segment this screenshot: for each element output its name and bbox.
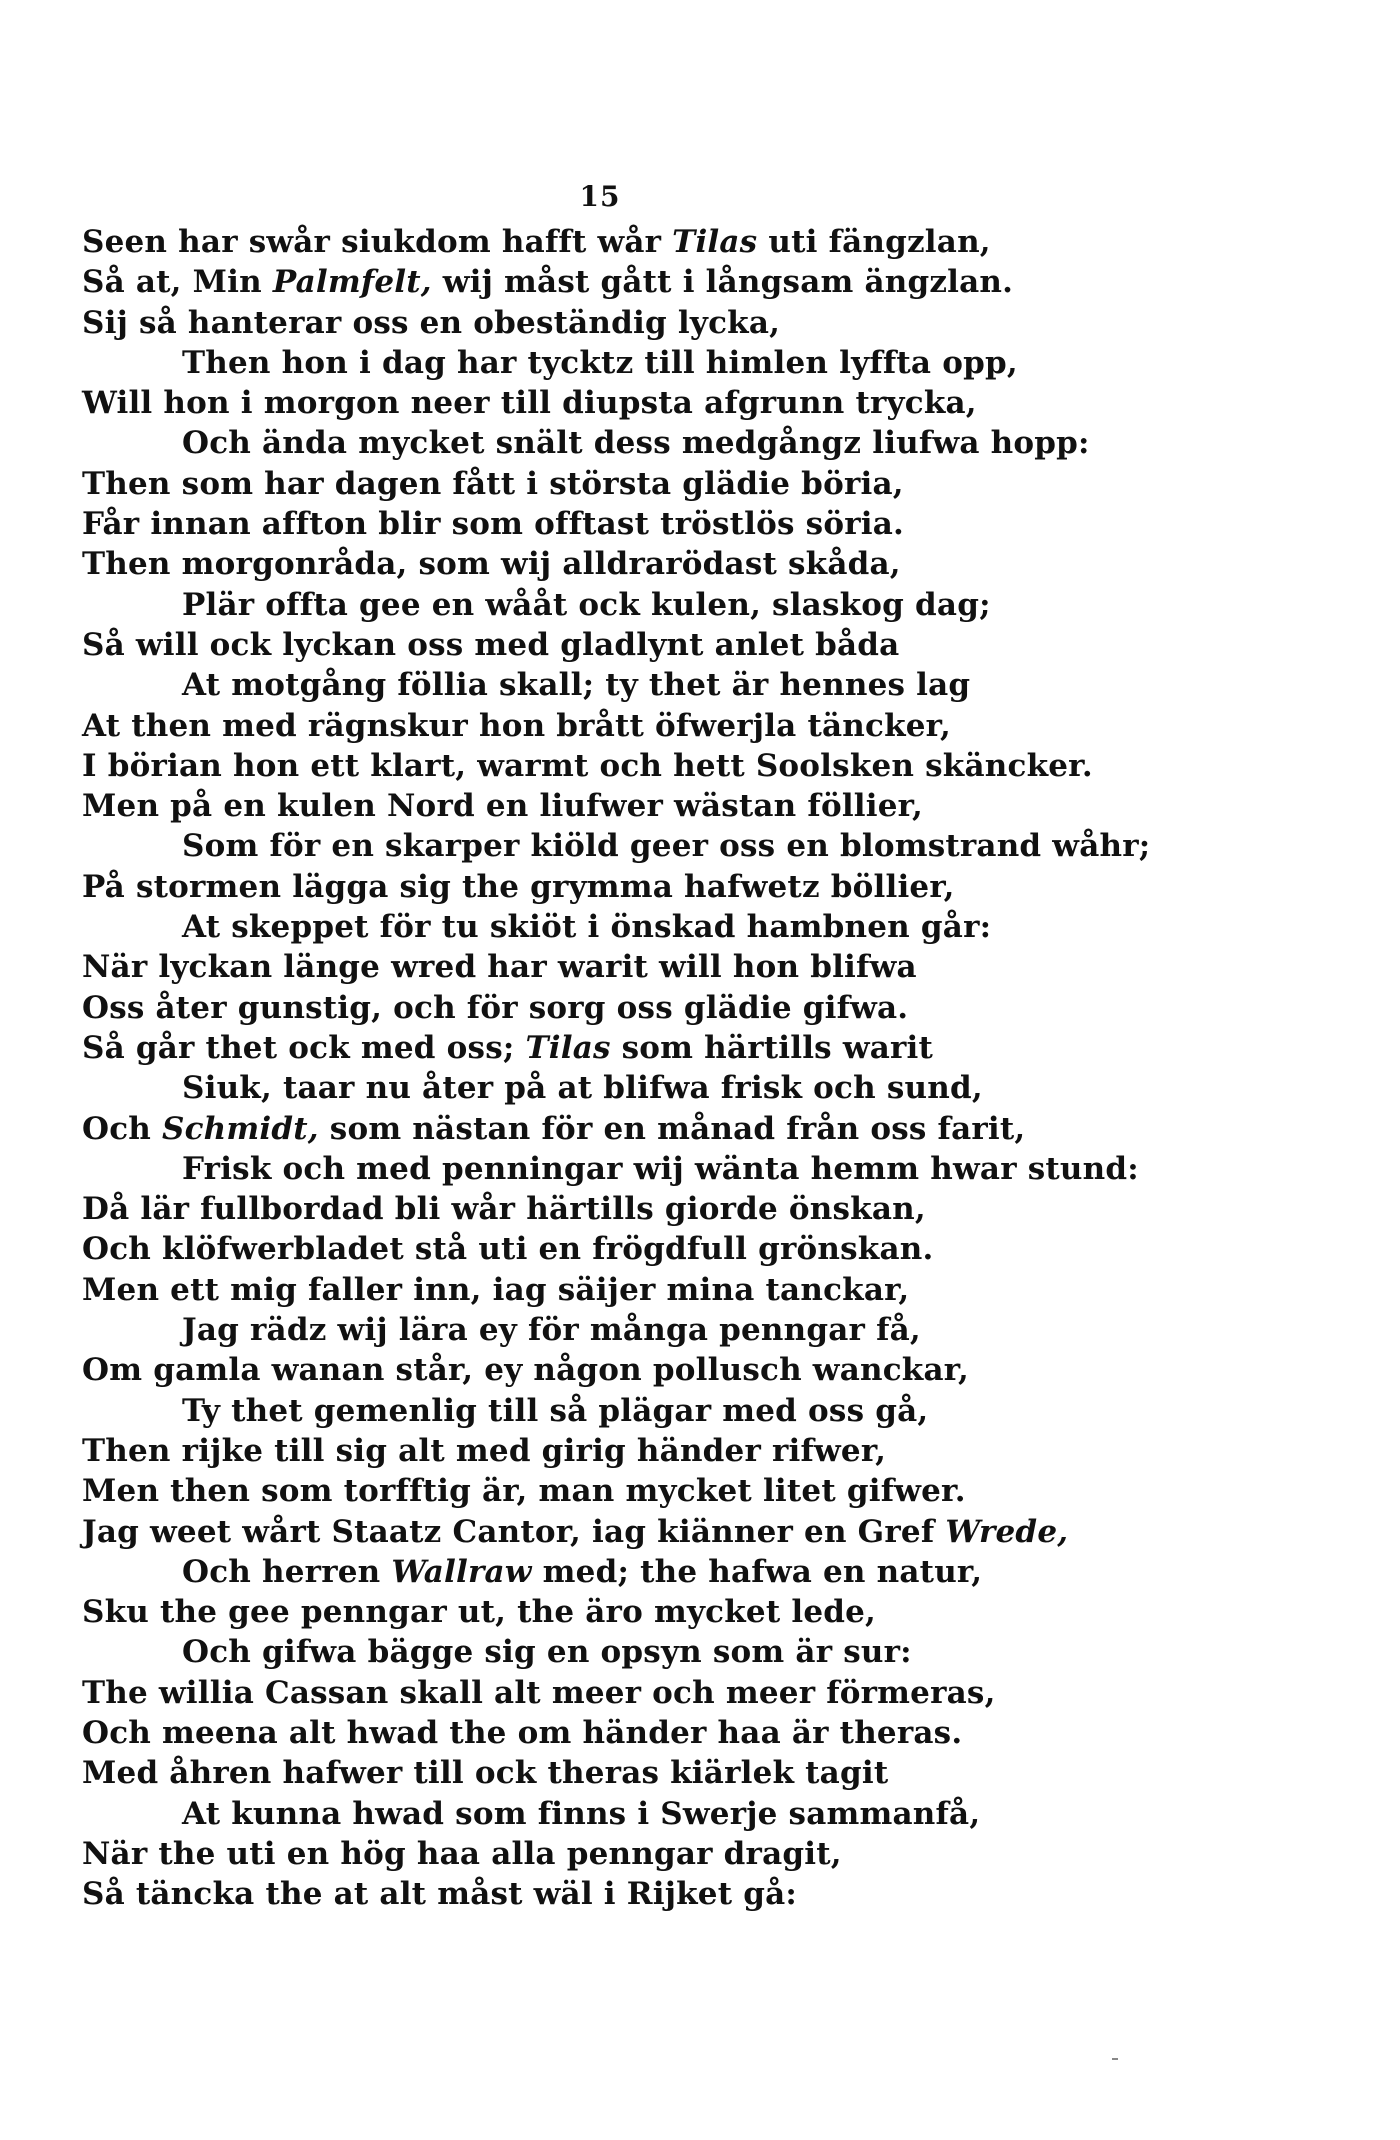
poem-line [82, 1632, 1342, 1672]
line-text: Om gamla wanan står, ey någon pollusch wanckar, [82, 1352, 970, 1389]
line-text: När lyckan länge wred har warit will hon blifwa [82, 949, 917, 986]
line-text: Så täncka the at alt måst wäl i Rijket gå: [82, 1876, 798, 1913]
line-text: Then hon i dag har tycktz till himlen lyffta opp, [182, 344, 1018, 381]
line-text: Och meena alt hwad the om händer haa är theras. [82, 1714, 963, 1751]
poem-line [82, 222, 1342, 262]
poem-line [82, 504, 1342, 544]
line-text: Plär offta gee en wååt ock kulen, slaskog dag; [182, 586, 991, 623]
line-text: Jag rädz wij lära ey för många penngar få, [182, 1312, 921, 1349]
poem-line [82, 786, 1342, 826]
line-text: Och herren [182, 1553, 392, 1590]
line-text: Som för en skarper kiöld geer oss en blomstrand wåhr; [182, 828, 1151, 865]
line-text: Men på en kulen Nord en liufwer wästan föllier, [82, 788, 923, 825]
poem-line [82, 1189, 1342, 1229]
poem-line [82, 826, 1342, 866]
poem-line [82, 1109, 1342, 1149]
line-text: Med åhren hafwer till ock theras kiärlek tagit [82, 1755, 889, 1792]
poem-line [82, 625, 1342, 665]
line-text: Then som har dagen fått i största glädie böria, [82, 465, 904, 502]
line-text: Siuk, taar nu åter på at blifwa frisk och sund, [182, 1070, 983, 1107]
poem-line [82, 585, 1342, 625]
line-text: At kunna hwad som finns i Swerje sammanfå, [182, 1795, 981, 1832]
italic-name: Tilas [525, 1029, 611, 1066]
line-text: At skeppet för tu skiöt i önskad hambnen går: [182, 909, 992, 946]
poem-line [82, 947, 1342, 987]
italic-name: Tilas [672, 224, 758, 260]
poem-line [82, 1028, 1342, 1068]
poem-line [82, 1471, 1342, 1511]
italic-name: Wallraw [391, 1553, 532, 1590]
poem-line [82, 464, 1342, 504]
line-text: Then morgonråda, som wij alldrarödast skåda, [82, 546, 901, 583]
poem-line [82, 1350, 1342, 1390]
poem-line [82, 544, 1342, 584]
poem-line [82, 1431, 1342, 1471]
poem-line [82, 262, 1342, 302]
line-text: Så will ock lyckan oss med gladlynt anlet båda [82, 626, 900, 663]
line-text: Ty thet gemenlig till så plägar med oss gå, [182, 1392, 929, 1429]
line-text: Seen har swår siukdom hafft wår [82, 224, 673, 260]
poem-line [82, 1149, 1342, 1189]
poem-line [82, 867, 1342, 907]
line-text: wij måst gått i långsam ängzlan. [431, 264, 1014, 301]
line-text: som härtills warit [610, 1029, 934, 1066]
line-text: Sij så hanterar oss en obeständig lycka, [82, 304, 781, 341]
line-text: At then med rägnskur hon brått öfwerjla täncker, [82, 707, 951, 744]
line-text: The willia Cassan skall alt meer och meer förmeras, [82, 1674, 996, 1711]
poem-line [82, 1229, 1342, 1269]
poem-line [82, 1592, 1342, 1632]
line-text: Så at, Min [82, 264, 273, 301]
line-text: Då lär fullbordad bli wår härtills giorde önskan, [82, 1191, 926, 1228]
page-number: 15 [579, 180, 621, 213]
line-text: Men ett mig faller inn, iag säijer mina tanckar, [82, 1271, 910, 1308]
line-text: Får innan affton blir som offtast tröstlös söria. [82, 506, 904, 543]
poem-line [82, 665, 1342, 705]
line-text: Will hon i morgon neer till diupsta afgrunn trycka, [82, 385, 977, 422]
italic-name: Schmidt, [162, 1110, 319, 1147]
poem-line [82, 988, 1342, 1028]
line-text: med; the hafwa en natur, [531, 1553, 983, 1590]
poem-line [82, 706, 1342, 746]
line-text: I börian hon ett klart, warmt och hett Soolsken skäncker. [82, 747, 1093, 784]
poem-line [82, 1391, 1342, 1431]
poem-line [82, 1713, 1342, 1753]
poem-line [82, 1753, 1342, 1793]
line-text: Och klöfwerbladet stå uti en frögdfull grönskan. [82, 1231, 934, 1268]
line-text: Så går thet ock med oss; [82, 1029, 526, 1066]
line-text: Och [82, 1110, 163, 1147]
poem-line [82, 1512, 1342, 1552]
poem-line [82, 1552, 1342, 1592]
line-text: Then rijke till sig alt med girig händer rifwer, [82, 1432, 887, 1469]
line-text: Frisk och med penningar wij wänta hemm hwar stund: [182, 1150, 1139, 1187]
line-text: uti fängzlan, [757, 224, 991, 260]
line-text: Men then som torfftig är, man mycket litet gifwer. [82, 1473, 966, 1510]
poem-line [82, 1834, 1342, 1874]
poem-line [82, 383, 1342, 423]
poem-line [82, 1673, 1342, 1713]
poem-line [82, 746, 1342, 786]
poem-line [82, 303, 1342, 343]
poem-line [82, 1794, 1342, 1834]
line-text: som nästan för en månad från oss farit, [318, 1110, 1026, 1147]
italic-name: Palmfelt, [272, 264, 432, 301]
line-text: Oss åter gunstig, och för sorg oss glädie gifwa. [82, 989, 909, 1026]
print-speck [1112, 2058, 1118, 2060]
line-text: Och gifwa bägge sig en opsyn som är sur: [182, 1634, 912, 1671]
line-text: At motgång föllia skall; ty thet är hennes lag [182, 667, 971, 704]
poem-line [82, 423, 1342, 463]
poem-line [82, 1270, 1342, 1310]
poem-line [82, 1068, 1342, 1108]
italic-name: Wrede, [945, 1513, 1069, 1550]
poem-line [82, 907, 1342, 947]
poem-body [82, 222, 1342, 1914]
poem-line [82, 343, 1342, 383]
poem-line [82, 1874, 1342, 1914]
line-text: På stormen lägga sig the grymma hafwetz böllier, [82, 868, 955, 905]
line-text: Jag weet wårt Staatz Cantor, iag kiänner en Gref [82, 1513, 946, 1550]
poem-line [82, 1310, 1342, 1350]
line-text: Sku the gee penngar ut, the äro mycket lede, [82, 1594, 877, 1631]
line-text: Och ända mycket snält dess medgångz liufwa hopp: [182, 425, 1090, 462]
line-text: När the uti en hög haa alla penngar dragit, [82, 1835, 842, 1872]
